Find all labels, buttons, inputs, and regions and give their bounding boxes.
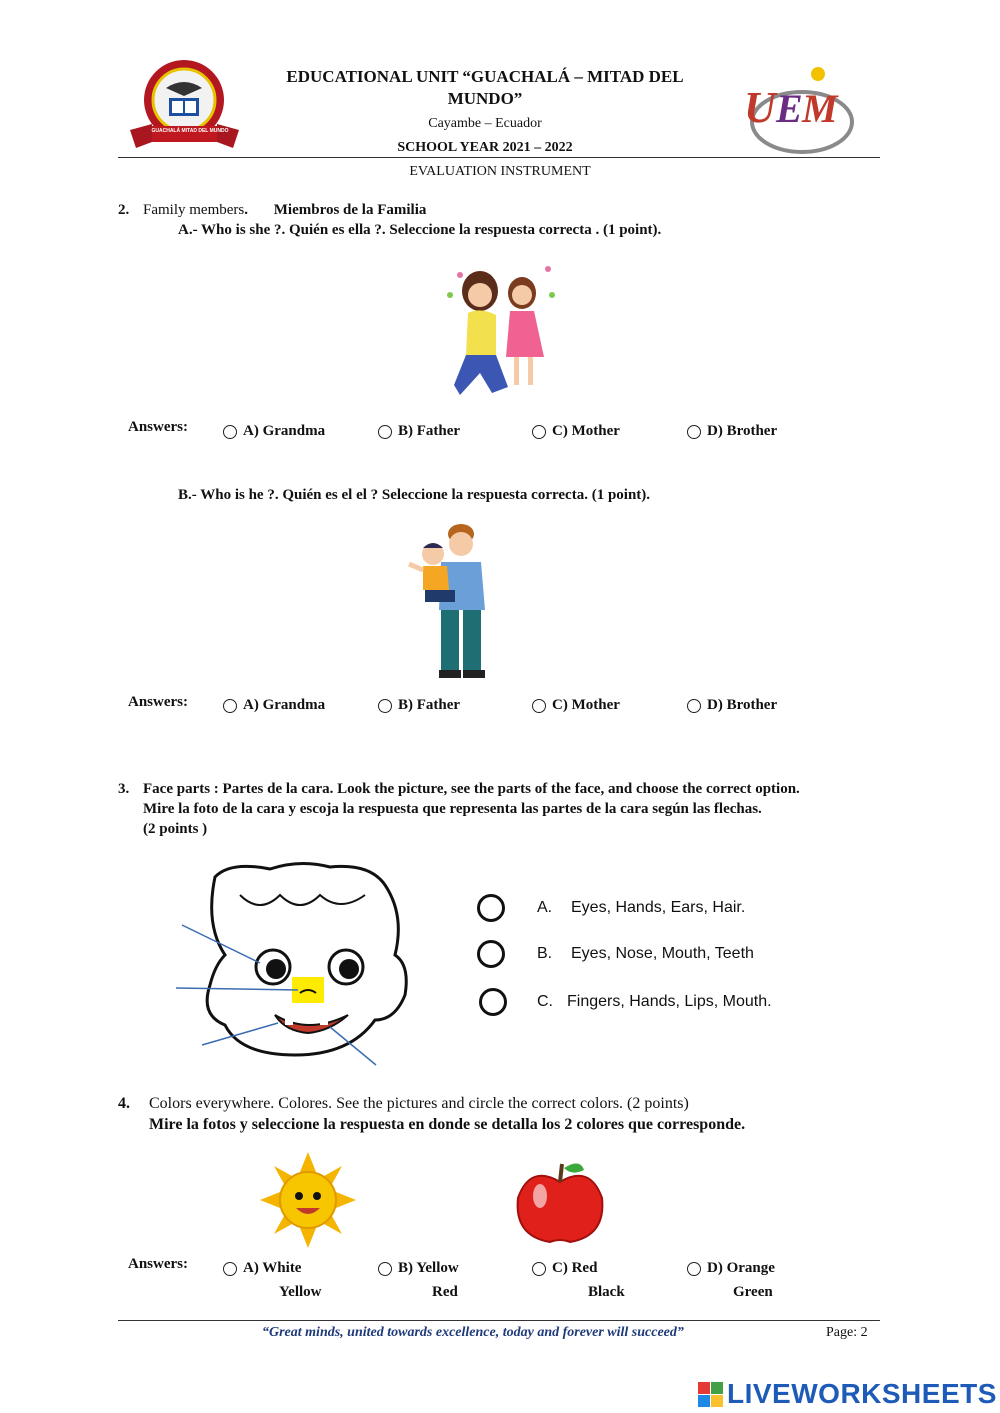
school-logo-left: [122, 58, 247, 158]
q2-title-es: Miembros de la Familia: [273, 202, 427, 218]
q2a-prompt: A.- Who is she ?. Quién es ella ?. Seleccione la respuesta correcta . (1 point).: [178, 222, 662, 238]
q2-title: Family members: [143, 202, 245, 218]
q2b-option-b[interactable]: [378, 697, 460, 714]
header-rule: [118, 157, 880, 158]
radio-icon[interactable]: [477, 894, 505, 922]
option-label: C) Mother: [552, 423, 620, 439]
school-year: SCHOOL YEAR 2021 – 2022: [397, 140, 573, 155]
option-label: D) Brother: [707, 423, 778, 439]
page-number: Page: 2: [826, 1325, 868, 1340]
radio-icon[interactable]: [532, 699, 546, 713]
svg-text:U: U: [744, 83, 776, 132]
radio-icon[interactable]: [378, 1262, 392, 1276]
q2-number: 2.: [118, 202, 130, 218]
mother-daughter-image: [440, 255, 560, 405]
q2a-option-b[interactable]: [378, 423, 460, 440]
q2b-option-a[interactable]: [223, 697, 325, 714]
q3-option-a[interactable]: [477, 894, 745, 922]
option-text: Eyes, Hands, Ears, Hair.: [571, 899, 746, 916]
q3-line1: Face parts : Partes de la cara. Look the picture, see the parts of the face, and choose the correct option.: [143, 781, 800, 797]
svg-text:M: M: [802, 86, 838, 131]
q2b-prompt: B.- Who is he ?. Quién es el el ? Seleccione la respuesta correcta. (1 point).: [178, 487, 651, 503]
radio-icon[interactable]: [378, 425, 392, 439]
option-label: A) Grandma: [243, 423, 326, 439]
q2-title-dot: .: [244, 202, 248, 218]
q4-option-a-second: Yellow: [279, 1284, 322, 1300]
liveworksheets-brand[interactable]: [698, 1378, 997, 1410]
q3-line2: Mire la foto de la cara y escoja la respuesta que representa las partes de la cara según las flechas.: [143, 801, 762, 817]
sun-image: [258, 1150, 358, 1250]
q4-option-b-second: Red: [432, 1284, 458, 1300]
option-label: A) White: [243, 1260, 302, 1276]
option-label: C) Red: [552, 1260, 598, 1276]
q4-option-d[interactable]: [687, 1260, 775, 1277]
school-name-line1: EDUCATIONAL UNIT “GUACHALÁ – MITAD DEL: [286, 67, 684, 86]
option-label: A) Grandma: [243, 697, 326, 713]
q2b-option-c[interactable]: [532, 697, 620, 714]
q4-option-b[interactable]: [378, 1260, 459, 1277]
footer-rule: [118, 1320, 880, 1321]
q2b-option-d[interactable]: [687, 697, 777, 714]
radio-icon[interactable]: [687, 425, 701, 439]
apple-image: [510, 1158, 610, 1248]
face-drawing: [170, 855, 420, 1070]
q4-line2: Mire la fotos y seleccione la respuesta en donde se detalla los 2 colores que corresponde.: [149, 1116, 746, 1133]
q2a-option-c[interactable]: [532, 423, 620, 440]
q2a-option-a[interactable]: [223, 423, 325, 440]
logo-left-text: GUACHALÁ MITAD DEL MUNDO: [151, 128, 229, 134]
radio-icon[interactable]: [532, 1262, 546, 1276]
option-label: D) Orange: [707, 1260, 775, 1276]
option-letter: A.: [537, 899, 553, 916]
q4-option-a[interactable]: [223, 1260, 301, 1277]
q4-number: 4.: [118, 1095, 130, 1112]
q4-option-d-second: Green: [733, 1284, 773, 1300]
option-label: D) Brother: [707, 697, 778, 713]
radio-icon[interactable]: [687, 1262, 701, 1276]
q3-number: 3.: [118, 781, 130, 797]
q3-option-c[interactable]: [479, 988, 772, 1016]
option-label: B) Father: [398, 423, 461, 439]
option-text: Eyes, Nose, Mouth, Teeth: [571, 945, 754, 962]
option-label: B) Yellow: [398, 1260, 459, 1276]
q4-answers-label: Answers:: [128, 1256, 188, 1272]
q4-option-c-second: Black: [588, 1284, 625, 1300]
q3-line3: (2 points ): [143, 821, 208, 837]
liveworksheets-wordmark: LIVEWORKSHEETS: [727, 1378, 997, 1409]
option-letter: B.: [537, 945, 553, 962]
school-name-line2: MUNDO”: [447, 89, 523, 108]
q2a-answers-label: Answers:: [128, 419, 188, 435]
option-text: Fingers, Hands, Lips, Mouth.: [567, 993, 772, 1010]
radio-icon[interactable]: [223, 425, 237, 439]
father-son-image: [395, 520, 530, 685]
radio-icon[interactable]: [479, 988, 507, 1016]
q4-option-c[interactable]: [532, 1260, 597, 1277]
radio-icon[interactable]: [687, 699, 701, 713]
liveworksheets-logo-icon: [698, 1382, 723, 1407]
option-letter: C.: [537, 993, 553, 1010]
radio-icon[interactable]: [223, 1262, 237, 1276]
q2-heading: [118, 202, 426, 219]
footer-motto: “Great minds, united towards excellence, today and forever will succeed”: [262, 1325, 684, 1340]
radio-icon[interactable]: [532, 425, 546, 439]
instrument-title: EVALUATION INSTRUMENT: [409, 164, 591, 179]
radio-icon[interactable]: [223, 699, 237, 713]
option-label: C) Mother: [552, 697, 620, 713]
radio-icon[interactable]: [477, 940, 505, 968]
radio-icon[interactable]: [378, 699, 392, 713]
q2b-answers-label: Answers:: [128, 694, 188, 710]
q3-option-b[interactable]: [477, 940, 754, 968]
q4-line1: Colors everywhere. Colores. See the pictures and circle the correct colors. (2 points): [149, 1095, 689, 1112]
location: Cayambe – Ecuador: [428, 116, 542, 131]
q2a-option-d[interactable]: [687, 423, 777, 440]
option-label: B) Father: [398, 697, 461, 713]
school-logo-right: [740, 60, 860, 160]
svg-text:E: E: [776, 86, 803, 131]
